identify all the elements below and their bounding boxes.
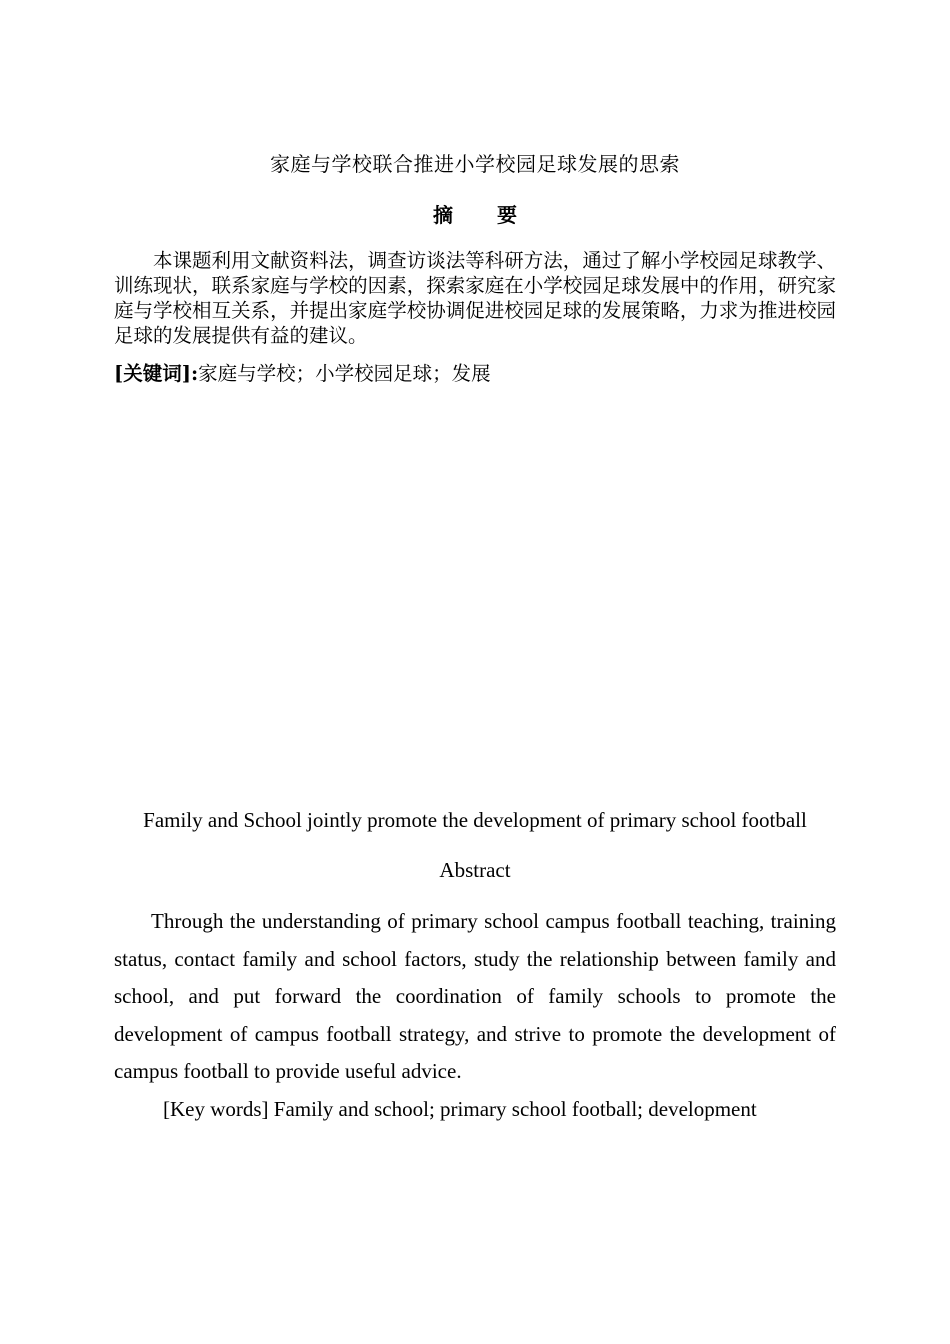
chinese-abstract-heading — [0, 199, 950, 228]
chinese-keywords-text: 家庭与学校；小学校园足球；发展 — [198, 362, 491, 385]
chinese-title: 家庭与学校联合推进小学校园足球发展的思索 — [270, 152, 680, 176]
abstract-heading-char-1: 摘 — [433, 203, 453, 227]
abstract-heading-char-2: 要 — [497, 203, 517, 227]
english-abstract-heading: Abstract — [439, 858, 511, 882]
english-title: Family and School jointly promote the development of primary school football — [143, 808, 807, 832]
chinese-abstract-body: 本课题利用文献资料法，调查访谈法等科研方法，通过了解小学校园足球教学、训练现状，联系家庭与学校的因素，探索家庭在小学校园足球发展中的作用，研究家庭与学校相互关系，并提出家庭学校协调促进校园足球的发展策略，力求为推进校园足球的发展提供有益的建议。 — [114, 249, 836, 347]
chinese-keywords-label: [关键词]: — [114, 362, 199, 385]
chinese-keywords — [114, 361, 836, 386]
english-abstract-body: Through the understanding of primary school campus football teaching, training status, contact family and school factors, study the relationship between family and school, and put forward the coordination of family schools to promote the development of campus football strategy, and strive to promote the development of campus football to provide useful advice. — [114, 909, 836, 1083]
english-keywords: [Key words] Family and school; primary school football; development — [163, 1097, 757, 1121]
